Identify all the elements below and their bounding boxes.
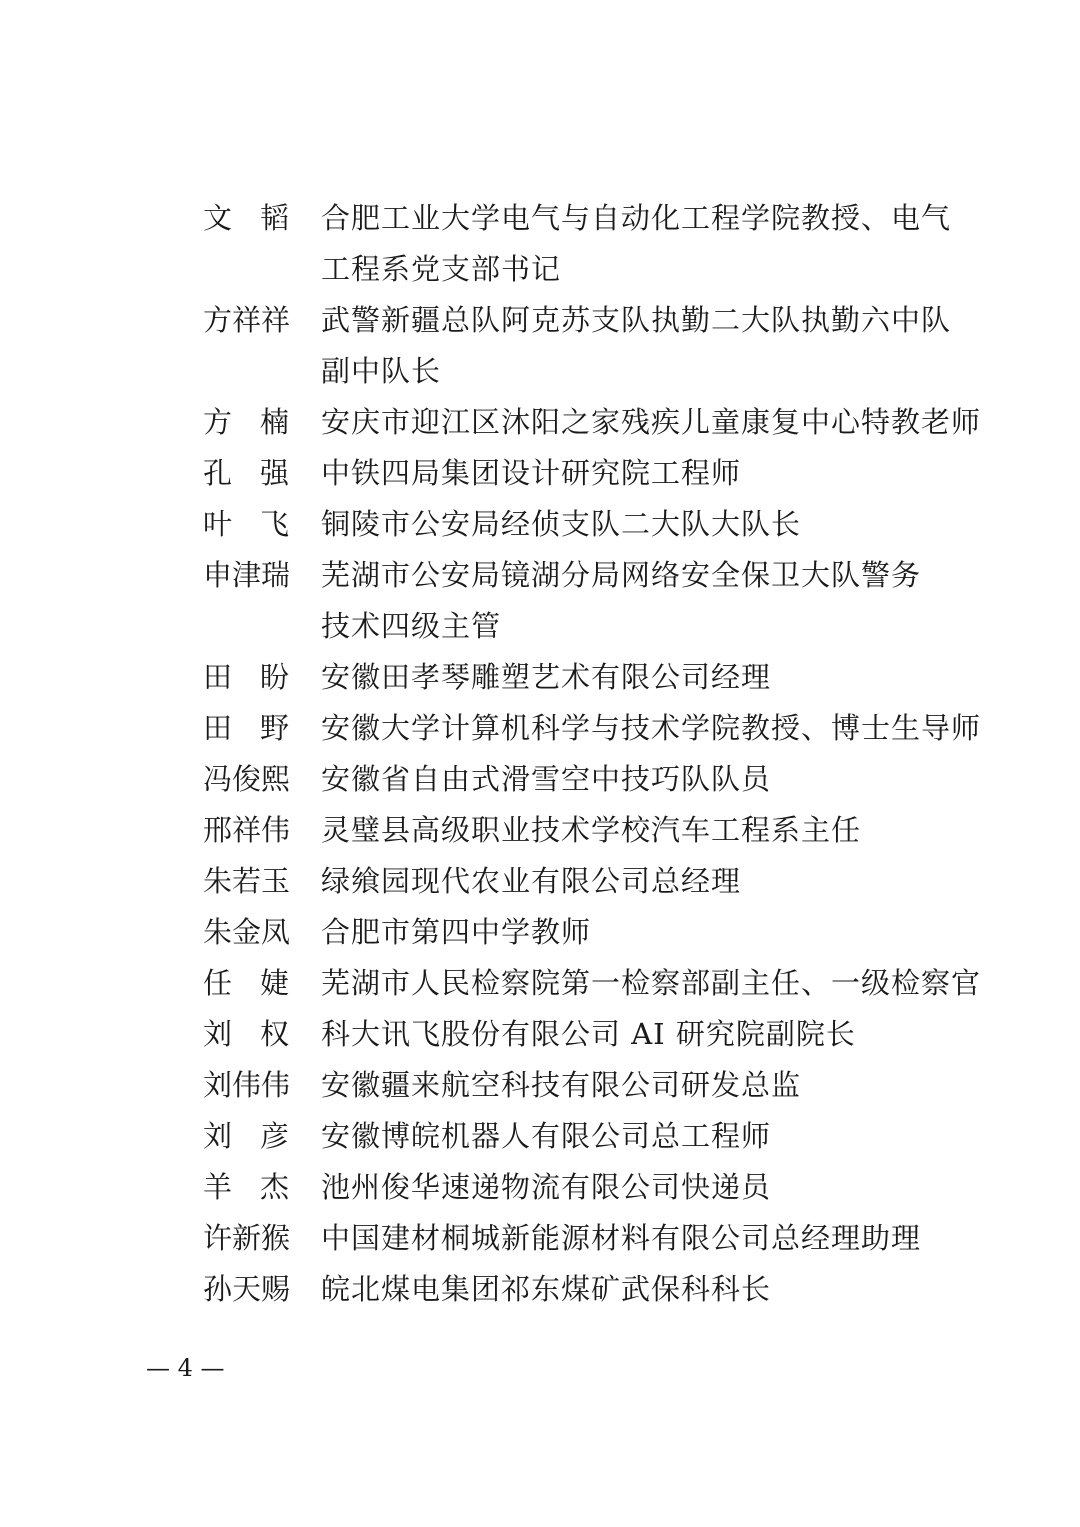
person-name: [203, 805, 289, 856]
name-character: 伟: [261, 813, 291, 847]
name-character: 天: [232, 1272, 262, 1306]
person-name: [203, 703, 289, 754]
person-name: [203, 1213, 289, 1264]
list-item: [203, 652, 963, 703]
affiliation-line: 工程系党支部书记: [321, 252, 562, 286]
list-item: [203, 1264, 963, 1315]
name-character: 许: [203, 1221, 233, 1255]
list-item: [203, 907, 963, 958]
list-item: [203, 1111, 963, 1162]
person-name: [203, 652, 289, 703]
name-character: 玉: [261, 864, 291, 898]
list-item: [203, 703, 982, 754]
affiliation-line: 科大讯飞股份有限公司 AI 研究院副院长: [321, 1017, 856, 1051]
list-item: [203, 1162, 963, 1213]
person-affiliation: [321, 1009, 963, 1060]
person-name: [203, 1060, 289, 1111]
person-name: [203, 193, 289, 244]
person-affiliation: [321, 907, 963, 958]
name-character: 田: [203, 711, 233, 745]
name-character: 邢: [203, 813, 233, 847]
affiliation-line: 安徽博皖机器人有限公司总工程师: [321, 1119, 772, 1153]
name-character: 津: [232, 558, 262, 592]
name-character: 凤: [261, 915, 291, 949]
name-character: 韬: [259, 201, 289, 235]
name-character: 孔: [203, 456, 233, 490]
name-character: 叶: [203, 507, 233, 541]
person-affiliation: [321, 448, 963, 499]
person-name: [203, 1009, 289, 1060]
person-name: [203, 1111, 289, 1162]
affiliation-line: 副中队长: [321, 354, 442, 388]
name-character: 婕: [259, 966, 289, 1000]
name-character: 新: [232, 1221, 262, 1255]
affiliation-line: 芜湖市公安局镜湖分局网络安全保卫大队警务: [321, 558, 922, 592]
name-character: 楠: [259, 405, 289, 439]
name-character: 孙: [203, 1272, 233, 1306]
name-character: 申: [203, 558, 233, 592]
person-affiliation: [321, 1060, 963, 1111]
person-name: [203, 754, 289, 805]
person-affiliation: [321, 856, 963, 907]
name-character: 方: [203, 405, 233, 439]
person-affiliation: [321, 1213, 963, 1264]
list-item: [203, 499, 963, 550]
person-name: [203, 1264, 289, 1315]
name-character: 强: [259, 456, 289, 490]
list-item: [203, 448, 963, 499]
page-number: — 4 —: [146, 1354, 225, 1382]
list-item: [203, 193, 963, 295]
person-name: [203, 1162, 289, 1213]
honoree-list: [203, 193, 982, 1315]
person-name: [203, 499, 289, 550]
name-character: 盼: [259, 660, 289, 694]
list-item: [203, 805, 963, 856]
person-name: [203, 397, 289, 448]
name-character: 野: [259, 711, 289, 745]
name-character: 伟: [261, 1068, 291, 1102]
affiliation-line: 绿飨园现代农业有限公司总经理: [321, 864, 742, 898]
affiliation-line: 技术四级主管: [321, 609, 502, 643]
name-character: 田: [203, 660, 233, 694]
person-name: [203, 907, 289, 958]
list-item: [203, 550, 963, 652]
person-affiliation: [321, 499, 963, 550]
name-character: 彦: [259, 1119, 289, 1153]
name-character: 方: [203, 303, 233, 337]
name-character: 任: [203, 966, 233, 1000]
person-affiliation: [321, 1111, 963, 1162]
affiliation-line: 中铁四局集团设计研究院工程师: [321, 456, 742, 490]
list-item: [203, 295, 963, 397]
name-character: 冯: [203, 762, 233, 796]
affiliation-line: 安徽省自由式滑雪空中技巧队队员: [321, 762, 772, 796]
list-item: [203, 1060, 963, 1111]
list-item: [203, 1009, 963, 1060]
name-character: 刘: [203, 1068, 233, 1102]
affiliation-line: 安徽大学计算机科学与技术学院教授、博士生导师: [321, 711, 982, 745]
affiliation-line: 皖北煤电集团祁东煤矿武保科科长: [321, 1272, 772, 1306]
affiliation-line: 铜陵市公安局经侦支队二大队大队长: [321, 507, 802, 541]
person-name: [203, 550, 289, 601]
name-character: 文: [203, 201, 233, 235]
person-name: [203, 448, 289, 499]
person-affiliation: [321, 805, 963, 856]
person-affiliation: [321, 958, 982, 1009]
person-affiliation: [321, 397, 982, 448]
name-character: 俊: [232, 762, 262, 796]
person-name: [203, 295, 289, 346]
list-item: [203, 1213, 963, 1264]
person-name: [203, 958, 289, 1009]
name-character: 瑞: [261, 558, 291, 592]
name-character: 金: [232, 915, 262, 949]
person-affiliation: [321, 295, 963, 397]
name-character: 刘: [203, 1017, 233, 1051]
affiliation-line: 安徽田孝琴雕塑艺术有限公司经理: [321, 660, 772, 694]
name-character: 猴: [261, 1221, 291, 1255]
name-character: 权: [259, 1017, 289, 1051]
name-character: 伟: [232, 1068, 262, 1102]
affiliation-line: 合肥市第四中学教师: [321, 915, 592, 949]
affiliation-line: 中国建材桐城新能源材料有限公司总经理助理: [321, 1221, 922, 1255]
person-affiliation: [321, 703, 982, 754]
name-character: 熙: [261, 762, 291, 796]
person-affiliation: [321, 754, 963, 805]
name-character: 刘: [203, 1119, 233, 1153]
name-character: 飞: [259, 507, 289, 541]
affiliation-line: 武警新疆总队阿克苏支队执勤二大队执勤六中队: [321, 303, 952, 337]
affiliation-line: 池州俊华速递物流有限公司快递员: [321, 1170, 772, 1204]
list-item: [203, 958, 982, 1009]
name-character: 朱: [203, 864, 233, 898]
person-affiliation: [321, 193, 963, 295]
list-item: [203, 856, 963, 907]
person-affiliation: [321, 652, 963, 703]
name-character: 祥: [261, 303, 291, 337]
affiliation-line: 灵璧县高级职业技术学校汽车工程系主任: [321, 813, 862, 847]
affiliation-line: 安庆市迎江区沐阳之家残疾儿童康复中心特教老师: [321, 405, 982, 439]
name-character: 羊: [203, 1170, 233, 1204]
list-item: [203, 397, 982, 448]
name-character: 祥: [232, 303, 262, 337]
name-character: 祥: [232, 813, 262, 847]
person-affiliation: [321, 1162, 963, 1213]
name-character: 赐: [261, 1272, 291, 1306]
name-character: 杰: [259, 1170, 289, 1204]
list-item: [203, 754, 963, 805]
person-name: [203, 856, 289, 907]
name-character: 若: [232, 864, 262, 898]
person-affiliation: [321, 1264, 963, 1315]
name-character: 朱: [203, 915, 233, 949]
affiliation-line: 芜湖市人民检察院第一检察部副主任、一级检察官: [321, 966, 982, 1000]
person-affiliation: [321, 550, 963, 652]
affiliation-line: 安徽疆来航空科技有限公司研发总监: [321, 1068, 802, 1102]
affiliation-line: 合肥工业大学电气与自动化工程学院教授、电气: [321, 201, 952, 235]
